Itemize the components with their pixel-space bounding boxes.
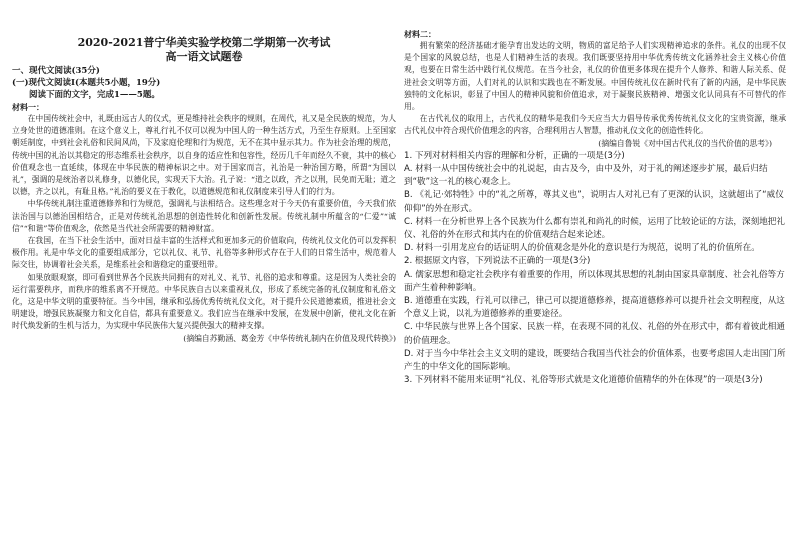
material-2-source: (摘编自鲁锐《对中国古代礼仪的当代价值的思考》) xyxy=(598,138,772,148)
answer-option: C. 材料一在分析世界上各个民族为什么都有崇礼和尚礼的时候，运用了比较论证的方法，深刻地把礼仪、礼俗的外在形式和其内在的价值观结合起来论述。 xyxy=(404,216,785,241)
answer-option: B. 《礼记·郊特牲》中的“礼之所尊，尊其义也”，说明古人对礼已有了更深的认识，这就超出了“威仪仰仰”的外在形式。 xyxy=(404,190,784,214)
material-2-body xyxy=(404,40,786,138)
answer-option: A. 材料一从中国传统社会中的礼说起，由古及今，由中及外，对于礼的阐述逐步扩展，最后归结到“敬”这一礼的核心观念上。 xyxy=(404,164,768,188)
paragraph: 中华传统礼制注重道德修养和行为规范，强调礼与法相结合。这些理念对于今天仍有重要价值，今天我们依法治国与以德治国相结合，正是对传统礼治思想的创造性转化和创新性发展。传统礼制中所蕴含的“仁爱”“诚信”“和谐”等价值观念，依然是当代社会所需要的精神财富。 xyxy=(12,199,396,233)
question-stem: 3. 下列材料不能用来证明“礼仪、礼俗等形式就是文化道德价值精华的外在体现”的一项是(3分) xyxy=(404,375,763,386)
subsection-heading: (一)现代文阅读Ⅰ(本题共5小题，19分) xyxy=(12,78,161,88)
question-stem: 1. 下列对材料相关内容的理解和分析，正确的一项是(3分) xyxy=(404,150,625,161)
question-stem: 2. 根据原文内容，下列说法不正确的一项是(3分) xyxy=(404,256,591,267)
exam-title: 2020-2021普宁华美实验学校第二学期第一次考试 xyxy=(77,36,331,49)
material-1-label: 材料一： xyxy=(12,102,44,112)
answer-option: C. 中华民族与世界上各个国家、民族一样，在表现不同的礼仪、礼俗的外在形式中，都有着彼此相通的价值理念。 xyxy=(404,322,785,346)
answer-option: A. 儒家思想和稳定社会秩序有着重要的作用，所以体现其思想的礼制由国家具章制度、社会礼俗等方面产生着种种影响。 xyxy=(404,269,785,293)
paragraph: 在中国传统社会中，礼既由远古人的仪式，更是维持社会秩序的规则，在周代，礼又是全民族的规范，为人立身处世的道德准则。在这个意义上，尊礼行礼不仅可以视为中国人的一种生活方式，乃至生存原则。上至国家朝廷制度，中到社会礼俗和民间风尚，下及家庭伦理和行为规范，无不在其中显示其力。作为社会治理的规范，传统中国的礼治以其稳定的形态维系社会秩序，以自身的适应性和包容性，经历几千年而经久不衰，其中的核心价值观念也一直延续，体现在中华民族的精神标识之中。对于国家而言，礼治是一种治国方略，所谓“为国以礼”，强调的是统治者以礼修身，以德化民，实现天下大治。孔子说：“道之以政，齐之以刑，民免而无耻；道之以德，齐之以礼，有耻且格。”礼治的要义在于教化，以道德规范和礼仪制度来引导人们的行为。 xyxy=(12,114,396,197)
material-1-body xyxy=(12,113,396,333)
answer-option: B. 道德重在实践，行礼可以律己，律己可以提道德修养，提高道德修养可以提升社会文明程度，从这个意义上说，以礼为道德修养的重要途径。 xyxy=(404,296,785,320)
paragraph: 在古代礼仪的取用上，古代礼仪的精华是我们今天应当大力倡导传承优秀传统礼仪文化的宝贵资源，继承古代礼仪中符合现代价值理念的内容，合理利用古人智慧，推动礼仪文化的创造性转化。 xyxy=(404,114,786,136)
answer-option: D. 对于当今中华社会主义文明的建设，既要结合我国当代社会的价值体系，也要考虑国人走出国门所产生的中华文化的国际影响。 xyxy=(404,348,786,373)
question-list xyxy=(404,150,786,388)
answer-option: D. 材料一引用龙应台的话证明人的价值观念是外化的意识是行为规范，说明了礼的价值所在。 xyxy=(404,243,760,254)
right-column xyxy=(404,28,786,387)
left-column xyxy=(12,36,396,345)
material-2-label: 材料二： xyxy=(404,29,436,39)
section-heading: 一、现代文阅读(35分) xyxy=(12,66,100,76)
material-1-source: (摘编自苏勤涵、葛金芳《中华传统礼制内在价值及现代转换》) xyxy=(183,333,396,343)
paragraph: 在我国，在当下社会生活中，面对日益丰富的生活样式和更加多元的价值取向，传统礼仪文化仍可以发挥积极作用。礼是中华文化的重要组成部分，它以礼仪、礼节、礼俗等多种形式存在于人们的日常生活中，规范着人际交往，协调着社会关系，是维系社会和谐稳定的重要纽带。 xyxy=(12,236,396,270)
paragraph: 如果放眼观察，即可看到世界各个民族共同拥有的对礼义、礼节、礼俗的追求和尊重。这是因为人类社会的运行需要秩序，而秩序的维系离不开规范。中华民族自古以来重视礼仪，形成了系统完备的礼仪制度和礼俗文化，这是中华文明的重要特征。当今中国，继承和弘扬优秀传统礼仪文化，对于提升公民道德素质，推进社会文明建设，增强民族凝聚力和文化自信，都具有重要意义。我们应当在继承中发展，在发展中创新，使礼文化在新时代焕发新的生机与活力，为实现中华民族伟大复兴提供强大的精神支撑。 xyxy=(12,272,396,331)
reading-instruction: 阅读下面的文字，完成1——5题。 xyxy=(29,90,160,100)
paragraph: 拥有繁荣的经济基础才能孕育出发达的文明，物质的富足给予人们实现精神追求的条件。礼仪的出现不仅是个国家的风貌总结，也是人们精神生活的表现。我们既要坚持用中华优秀传统文化涵养社会主义核心价值观，也要在日常生活中践行礼仪规范。在当今社会，礼仪的价值更多体现在提升个人修养、和谐人际关系、促进社会文明等方面，人们对礼的认识和实践也在不断发展。中国传统礼仪在新时代有了新的内涵，是中华民族独特的文化标识，彰显了中国人的精神风貌和价值追求，对于凝聚民族精神、增强文化认同具有不可替代的作用。 xyxy=(404,41,786,112)
exam-subtitle: 高一语文试题卷 xyxy=(165,50,243,63)
